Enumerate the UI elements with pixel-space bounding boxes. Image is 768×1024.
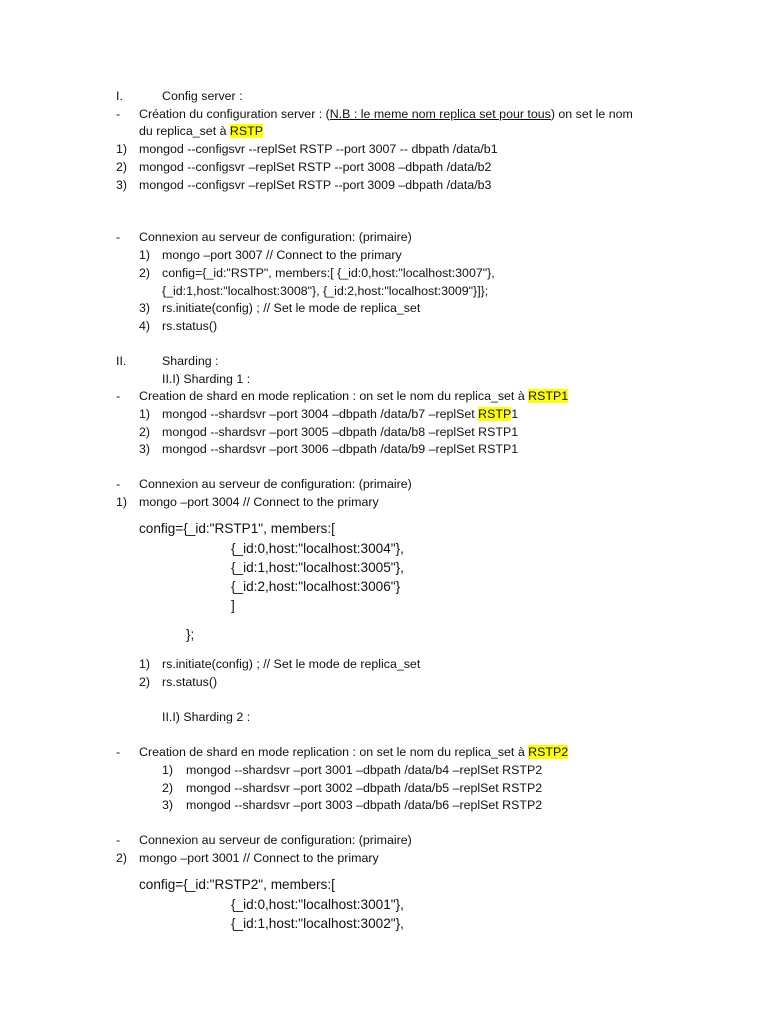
config-member: {_id:2,host:"localhost:3006"} <box>231 579 401 594</box>
list-number: 3) <box>162 798 174 812</box>
shard-creation-line <box>139 744 568 760</box>
step-line: config={_id:"RSTP", members:[ {_id:0,host:"localhost:3007"}, <box>162 266 495 280</box>
highlight-rstp: RSTP <box>229 124 263 138</box>
list-number: 1) <box>139 248 151 262</box>
creation-text: Création du configuration server : ( <box>139 107 330 121</box>
shard-command-line: mongod --shardsvr –port 3005 –dbpath /data/b8 –replSet RSTP1 <box>162 425 519 439</box>
config-member: {_id:0,host:"localhost:3004"}, <box>231 541 404 556</box>
bullet-dash: - <box>116 833 121 847</box>
bullet-dash: - <box>116 477 121 491</box>
step-line: mongo –port 3007 // Connect to the primary <box>162 248 402 262</box>
section-title: Config server : <box>162 89 243 103</box>
shard-creation-line <box>139 388 568 404</box>
mongo-connect-line: mongo –port 3001 // Connect to the primary <box>139 851 379 865</box>
step-line: {_id:1,host:"localhost:3008"}, {_id:2,host:"localhost:3009"}]}; <box>162 284 489 298</box>
config-member: {_id:0,host:"localhost:3001"}, <box>231 897 404 912</box>
highlight-rstp1: RSTP1 <box>528 389 569 403</box>
list-number: 3) <box>139 301 151 315</box>
subsection-title: II.I) Sharding 2 : <box>162 710 251 724</box>
list-number: 1) <box>139 657 151 671</box>
config-member: {_id:1,host:"localhost:3002"}, <box>231 916 404 931</box>
list-number: 3) <box>116 178 128 192</box>
config-line: config={_id:"RSTP1", members:[ <box>139 521 335 536</box>
bullet-dash: - <box>116 745 121 759</box>
command-line: mongod --configsvr –replSet RSTP --port 3008 –dbpath /data/b2 <box>139 160 492 174</box>
mongo-connect-line: mongo –port 3004 // Connect to the primary <box>139 495 379 509</box>
highlight-rstp2: RSTP2 <box>528 745 569 759</box>
step-line: rs.status() <box>162 319 218 333</box>
step-line: rs.initiate(config) ; // Set le mode de replica_set <box>162 301 421 315</box>
bullet-dash: - <box>116 230 121 244</box>
highlight-rstp: RSTP <box>478 407 512 421</box>
list-number: 2) <box>139 425 151 439</box>
shard-command-suffix: 1 <box>511 407 519 421</box>
connexion-line: Connexion au serveur de configuration: (primaire) <box>139 230 412 244</box>
shard-command-line: mongod --shardsvr –port 3006 –dbpath /data/b9 –replSet RSTP1 <box>162 442 519 456</box>
section-number: II. <box>116 354 127 368</box>
shard-command-text: mongod --shardsvr –port 3004 –dbpath /data/b7 –replSet <box>162 407 479 421</box>
creation-line <box>139 106 633 122</box>
list-number: 2) <box>139 266 151 280</box>
config-line: config={_id:"RSTP2", members:[ <box>139 877 335 892</box>
list-number: 2) <box>116 851 128 865</box>
bullet-dash: - <box>116 389 121 403</box>
list-number: 1) <box>139 407 151 421</box>
step-line: rs.status() <box>162 675 218 689</box>
list-number: 1) <box>116 495 128 509</box>
creation-text-end: ) on set le nom <box>550 107 633 121</box>
connexion-line: Connexion au serveur de configuration: (primaire) <box>139 833 412 847</box>
config-end: }; <box>186 627 195 642</box>
list-number: 2) <box>139 675 151 689</box>
list-number: 4) <box>139 319 151 333</box>
config-bracket: ] <box>231 598 235 613</box>
bullet-dash: - <box>116 107 121 121</box>
section-title: Sharding : <box>162 354 219 368</box>
subsection-title: II.I) Sharding 1 : <box>162 372 251 386</box>
shard-command-line: mongod --shardsvr –port 3002 –dbpath /data/b5 –replSet RSTP2 <box>186 781 543 795</box>
shard-command-line: mongod --shardsvr –port 3003 –dbpath /data/b6 –replSet RSTP2 <box>186 798 543 812</box>
creation-text-2: du replica_set à <box>139 124 230 138</box>
command-line: mongod --configsvr --replSet RSTP --port 3007 -- dbpath /data/b1 <box>139 142 498 156</box>
list-number: 1) <box>116 142 128 156</box>
list-number: 1) <box>162 763 174 777</box>
creation-line-2 <box>139 123 263 139</box>
config-member: {_id:1,host:"localhost:3005"}, <box>231 560 404 575</box>
shard-creation-text: Creation de shard en mode replication : on set le nom du replica_set à <box>139 389 529 403</box>
connexion-line: Connexion au serveur de configuration: (primaire) <box>139 477 412 491</box>
list-number: 2) <box>116 160 128 174</box>
shard-command-line <box>162 406 518 422</box>
command-line: mongod --configsvr –replSet RSTP --port 3009 –dbpath /data/b3 <box>139 178 492 192</box>
list-number: 2) <box>162 781 174 795</box>
nb-note: N.B : le meme nom replica set pour tous <box>329 107 551 121</box>
step-line: rs.initiate(config) ; // Set le mode de replica_set <box>162 657 421 671</box>
list-number: 3) <box>139 442 151 456</box>
shard-creation-text: Creation de shard en mode replication : on set le nom du replica_set à <box>139 745 529 759</box>
shard-command-line: mongod --shardsvr –port 3001 –dbpath /data/b4 –replSet RSTP2 <box>186 763 543 777</box>
section-number: I. <box>116 89 123 103</box>
